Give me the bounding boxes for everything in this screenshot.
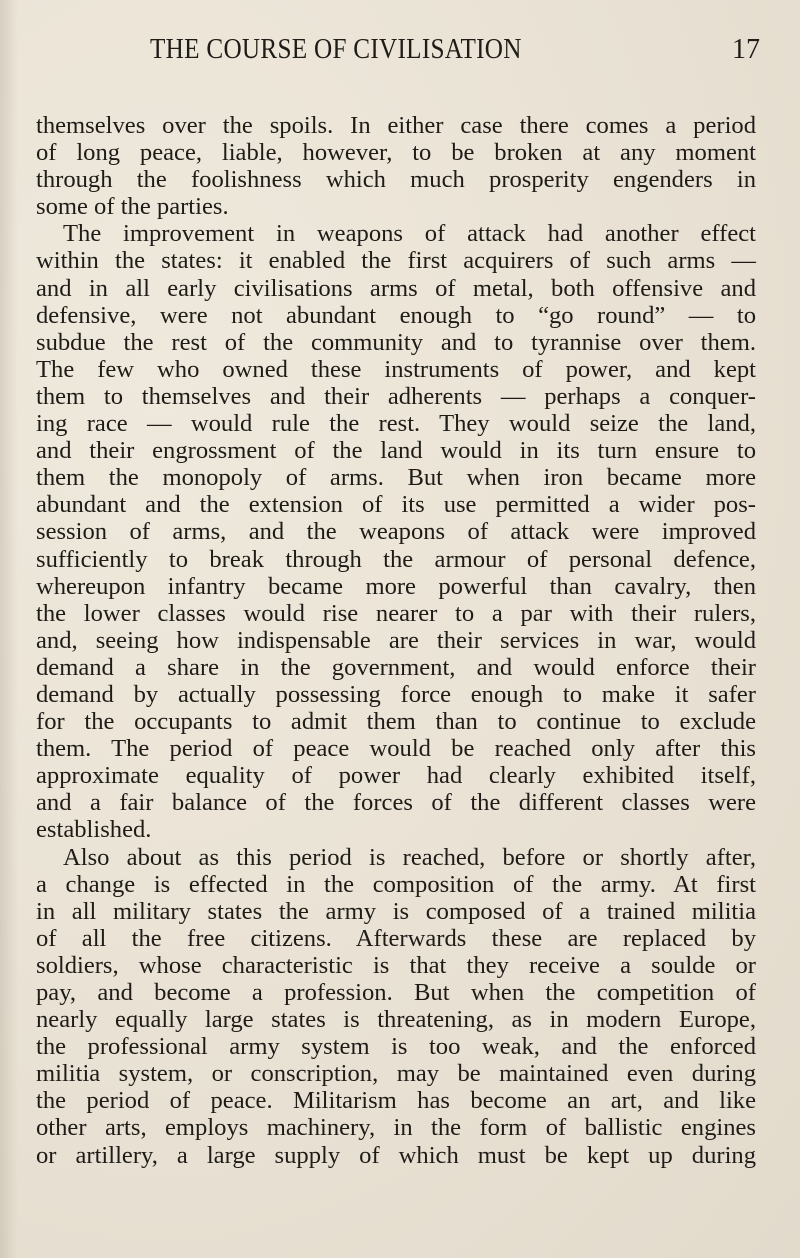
body-text bbox=[36, 112, 756, 1169]
text-line: The improvement in weapons of attack had another effect bbox=[63, 220, 756, 248]
text-line: and, seeing how indispensable are their services in war, would bbox=[36, 626, 756, 654]
text-line: The few who owned these instruments of power, and kept bbox=[36, 355, 756, 383]
text-line: and their engrossment of the land would in its turn ensure to bbox=[36, 437, 756, 465]
text-line: the professional army system is too weak, and the enforced bbox=[36, 1033, 756, 1061]
text-line: Also about as this period is reached, before or shortly after, bbox=[63, 843, 756, 871]
text-line: within the states: it enabled the first acquirers of such arms — bbox=[36, 247, 756, 275]
text-line: abundant and the extension of its use permitted a wider pos- bbox=[36, 491, 756, 519]
text-line: ing race — would rule the rest. They would seize the land, bbox=[36, 410, 756, 438]
page-number: 17 bbox=[732, 34, 760, 65]
text-line: them. The period of peace would be reached only after this bbox=[36, 735, 756, 763]
text-line: established. bbox=[36, 816, 152, 844]
text-line: and a fair balance of the forces of the different classes were bbox=[36, 789, 756, 817]
text-line: whereupon infantry became more powerful than cavalry, then bbox=[36, 572, 756, 600]
text-line: of long peace, liable, however, to be broken at any moment bbox=[36, 139, 756, 167]
text-line: them the monopoly of arms. But when iron became more bbox=[36, 464, 756, 492]
text-line: the period of peace. Militarism has become an art, and like bbox=[36, 1087, 756, 1115]
text-line: the lower classes would rise nearer to a par with their rulers, bbox=[36, 599, 756, 627]
text-line: session of arms, and the weapons of attack were improved bbox=[36, 518, 756, 546]
text-line: of all the free citizens. Afterwards these are replaced by bbox=[36, 924, 756, 952]
text-line: approximate equality of power had clearly exhibited itself, bbox=[36, 762, 756, 790]
text-line: or artillery, a large supply of which must be kept up during bbox=[36, 1141, 756, 1169]
running-title: THE COURSE OF CIVILISATION bbox=[150, 34, 522, 65]
text-line: a change is effected in the composition of the army. At first bbox=[36, 870, 756, 898]
text-line: demand by actually possessing force enough to make it safer bbox=[36, 680, 756, 708]
text-line: militia system, or conscription, may be maintained even during bbox=[36, 1060, 756, 1088]
text-line: some of the parties. bbox=[36, 193, 229, 221]
text-line: demand a share in the government, and would enforce their bbox=[36, 653, 756, 681]
text-line: pay, and become a profession. But when the competition of bbox=[36, 979, 756, 1006]
page-gutter-shadow bbox=[0, 0, 18, 1258]
text-line: other arts, employs machinery, in the form of ballistic engines bbox=[36, 1114, 756, 1142]
text-line: sufficiently to break through the armour of personal defence, bbox=[36, 545, 756, 573]
running-head bbox=[150, 34, 760, 64]
text-line: and in all early civilisations arms of metal, both offensive and bbox=[36, 274, 756, 302]
text-line: defensive, were not abundant enough to “go round” — to bbox=[36, 301, 756, 329]
text-line: soldiers, whose characteristic is that they receive a soulde or bbox=[36, 951, 756, 979]
text-line: themselves over the spoils. In either case there comes a period bbox=[36, 112, 756, 139]
text-line: nearly equally large states is threatening, as in modern Europe, bbox=[36, 1006, 756, 1034]
text-line: subdue the rest of the community and to tyrannise over them. bbox=[36, 328, 756, 356]
text-line: them to themselves and their adherents — perhaps a conquer- bbox=[36, 382, 756, 410]
text-line: in all military states the army is composed of a trained militia bbox=[36, 897, 756, 925]
text-line: through the foolishness which much prosperity engenders in bbox=[36, 166, 756, 194]
text-line: for the occupants to admit them than to continue to exclude bbox=[36, 708, 756, 736]
